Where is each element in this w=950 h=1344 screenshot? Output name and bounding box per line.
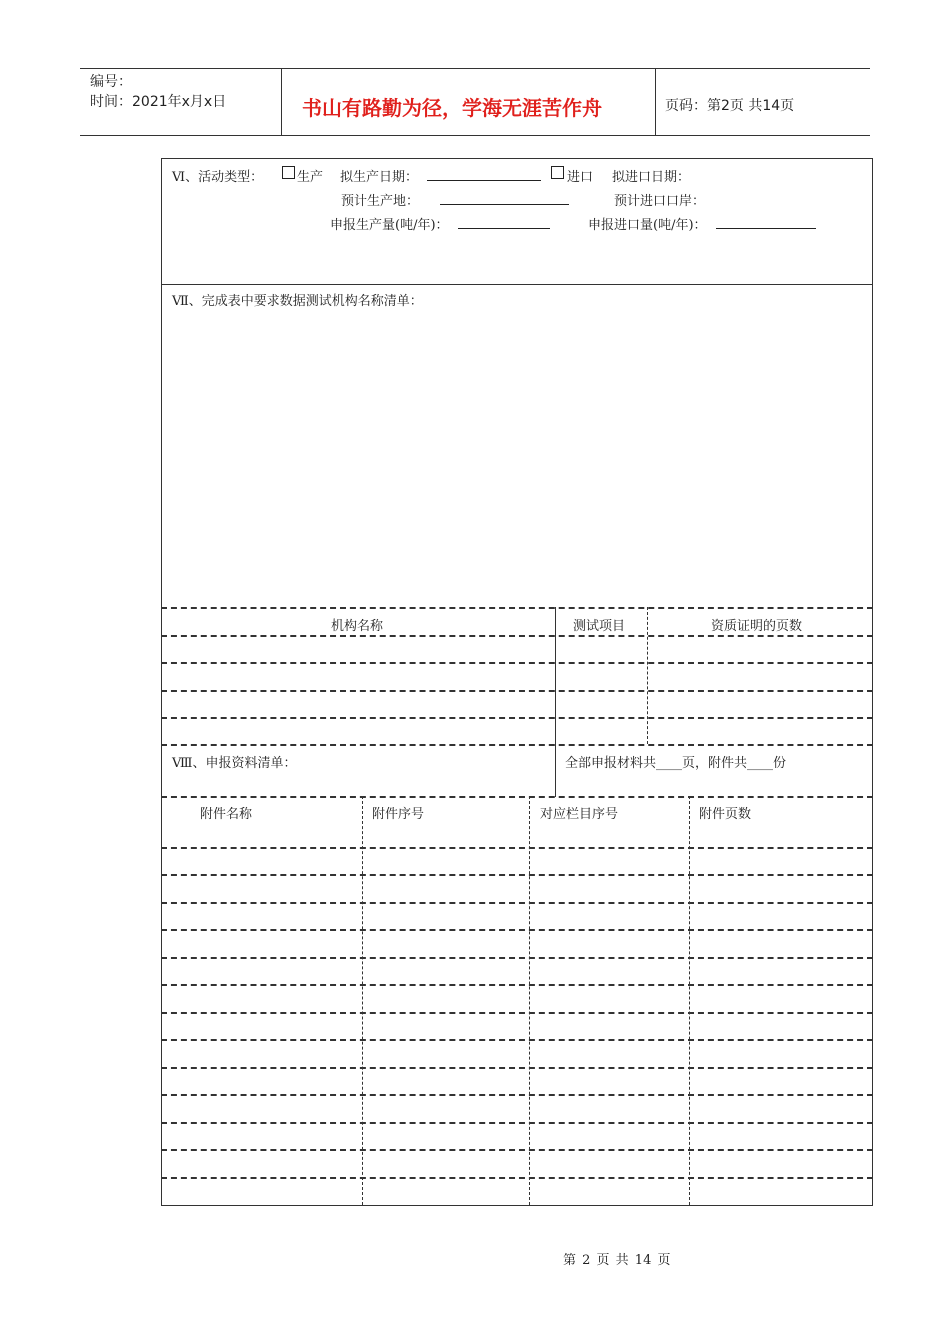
section8-title: Ⅷ、申报资料清单： xyxy=(172,756,297,771)
table7-rule-3 xyxy=(161,690,873,692)
motto: 书山有路勤为径，学海无涯苦作舟 xyxy=(302,96,602,120)
column-attachment-pages: 附件页数 xyxy=(699,807,752,822)
section7-title: Ⅶ、完成表中要求数据测试机构名称清单： xyxy=(172,294,423,309)
import-date-label: 拟进口日期： xyxy=(612,170,691,185)
table7-rule-5 xyxy=(161,744,873,746)
header-top-rule xyxy=(80,68,870,69)
table8-rule-5 xyxy=(161,957,873,959)
table8-rule-8 xyxy=(161,1039,873,1041)
form-right-border xyxy=(872,158,873,1206)
table8-rule-13 xyxy=(161,1177,873,1179)
table8-rule-7 xyxy=(161,1012,873,1014)
materials-summary: 全部申报材料共____页，附件共____份 xyxy=(565,756,787,771)
table8-rule-11 xyxy=(161,1122,873,1124)
production-checkbox[interactable] xyxy=(282,166,295,179)
production-date-field[interactable] xyxy=(427,180,541,181)
section6-bottom-rule xyxy=(161,284,873,285)
table8-rule-9 xyxy=(161,1067,873,1069)
table8-col-divider-1 xyxy=(362,796,363,1205)
import-amount-field[interactable] xyxy=(716,228,816,229)
production-date-label: 拟生产日期： xyxy=(340,170,419,185)
table8-col-divider-3 xyxy=(689,796,690,1205)
table7-col-divider-1 xyxy=(555,607,556,797)
footer-page-number: 第 2 页 共 14 页 xyxy=(563,1253,671,1268)
import-amount-label: 申报进口量(吨/年)： xyxy=(588,218,707,233)
table8-rule-12 xyxy=(161,1149,873,1151)
production-place-field[interactable] xyxy=(440,204,569,205)
column-section-number: 对应栏目序号 xyxy=(540,807,619,822)
production-place-label: 预计生产地： xyxy=(341,194,420,209)
table7-rule-top xyxy=(161,607,873,609)
table7-rule-4 xyxy=(161,717,873,719)
column-attachment-name: 附件名称 xyxy=(200,807,253,822)
column-qualification-pages: 资质证明的页数 xyxy=(711,619,803,634)
import-checkbox[interactable] xyxy=(551,166,564,179)
production-label: 生产 xyxy=(297,170,324,185)
table8-col-divider-2 xyxy=(529,796,530,1205)
column-institution-name: 机构名称 xyxy=(331,619,384,634)
column-attachment-number: 附件序号 xyxy=(372,807,425,822)
table8-rule-1 xyxy=(161,847,873,849)
table7-col-divider-2 xyxy=(647,607,648,744)
production-amount-field[interactable] xyxy=(458,228,550,229)
import-port-label: 预计进口口岸： xyxy=(614,194,706,209)
table8-rule-2 xyxy=(161,874,873,876)
time-label: 时间：2021年x月x日 xyxy=(90,94,227,110)
table8-rule-10 xyxy=(161,1094,873,1096)
serial-label: 编号： xyxy=(90,74,132,90)
section6-title: Ⅵ、活动类型： xyxy=(172,170,264,185)
import-label: 进口 xyxy=(567,170,594,185)
column-test-item: 测试项目 xyxy=(573,619,626,634)
header-divider-right xyxy=(655,68,656,135)
table8-rule-3 xyxy=(161,902,873,904)
header-divider-left xyxy=(281,68,282,135)
form-left-border xyxy=(161,158,162,1206)
table7-rule-2 xyxy=(161,662,873,664)
table8-rule-6 xyxy=(161,984,873,986)
table7-rule-1 xyxy=(161,635,873,637)
header-bottom-rule xyxy=(80,135,870,136)
table8-rule-top xyxy=(161,796,873,798)
table8-rule-4 xyxy=(161,929,873,931)
form-bottom-border xyxy=(161,1205,873,1206)
form-top-border xyxy=(161,158,873,159)
page-label: 页码：第2页 共14页 xyxy=(665,98,795,114)
production-amount-label: 申报生产量(吨/年)： xyxy=(330,218,449,233)
